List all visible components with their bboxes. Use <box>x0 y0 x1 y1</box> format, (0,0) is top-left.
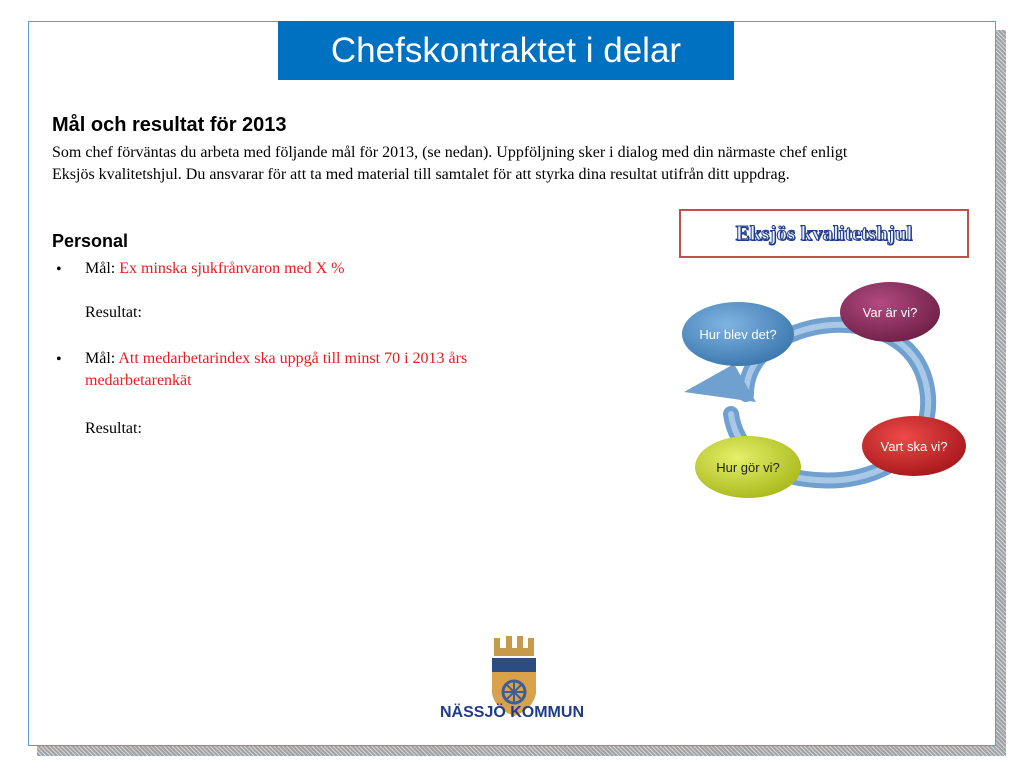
goal-label: Mål: <box>85 260 116 277</box>
result-label: Resultat: <box>85 420 142 437</box>
personal-heading: Personal <box>52 231 129 251</box>
quality-wheel-diagram <box>676 274 976 504</box>
goal-text: Att medarbetarindex ska uppgå till minst 70 i 2013 års medarbetarenkät <box>85 350 468 389</box>
slide-title: Chefskontraktet i delar <box>278 21 734 80</box>
step-label: Var är vi? <box>862 305 918 320</box>
section-heading: Mål och resultat för 2013 <box>52 114 287 136</box>
logo-name: NÄSSJÖ KOMMUN <box>439 704 584 721</box>
result-label: Resultat: <box>85 304 142 321</box>
intro-paragraph: Som chef förväntas du arbeta med följande mål för 2013, (se nedan). Uppföljning sker i dialog med din närmaste chef enligt Eksjös kvalitetshjul. Du ansvarar för att ta med material till samtalet för att styrka dina resultat utifrån ditt uppdrag. <box>52 144 848 183</box>
quality-wheel-label: Eksjös kvalitetshjul <box>679 209 969 258</box>
goal-2 <box>85 348 575 392</box>
goal-text: Ex minska sjukfrånvaron med X % <box>119 260 345 277</box>
bullet-icon: • <box>56 351 62 368</box>
step-label: Hur gör vi? <box>716 460 780 475</box>
goal-1 <box>85 258 585 280</box>
step-label: Hur blev det? <box>699 327 777 342</box>
bullet-icon: • <box>56 261 62 278</box>
step-label: Vart ska vi? <box>880 439 948 454</box>
goal-label: Mål: <box>85 350 116 367</box>
